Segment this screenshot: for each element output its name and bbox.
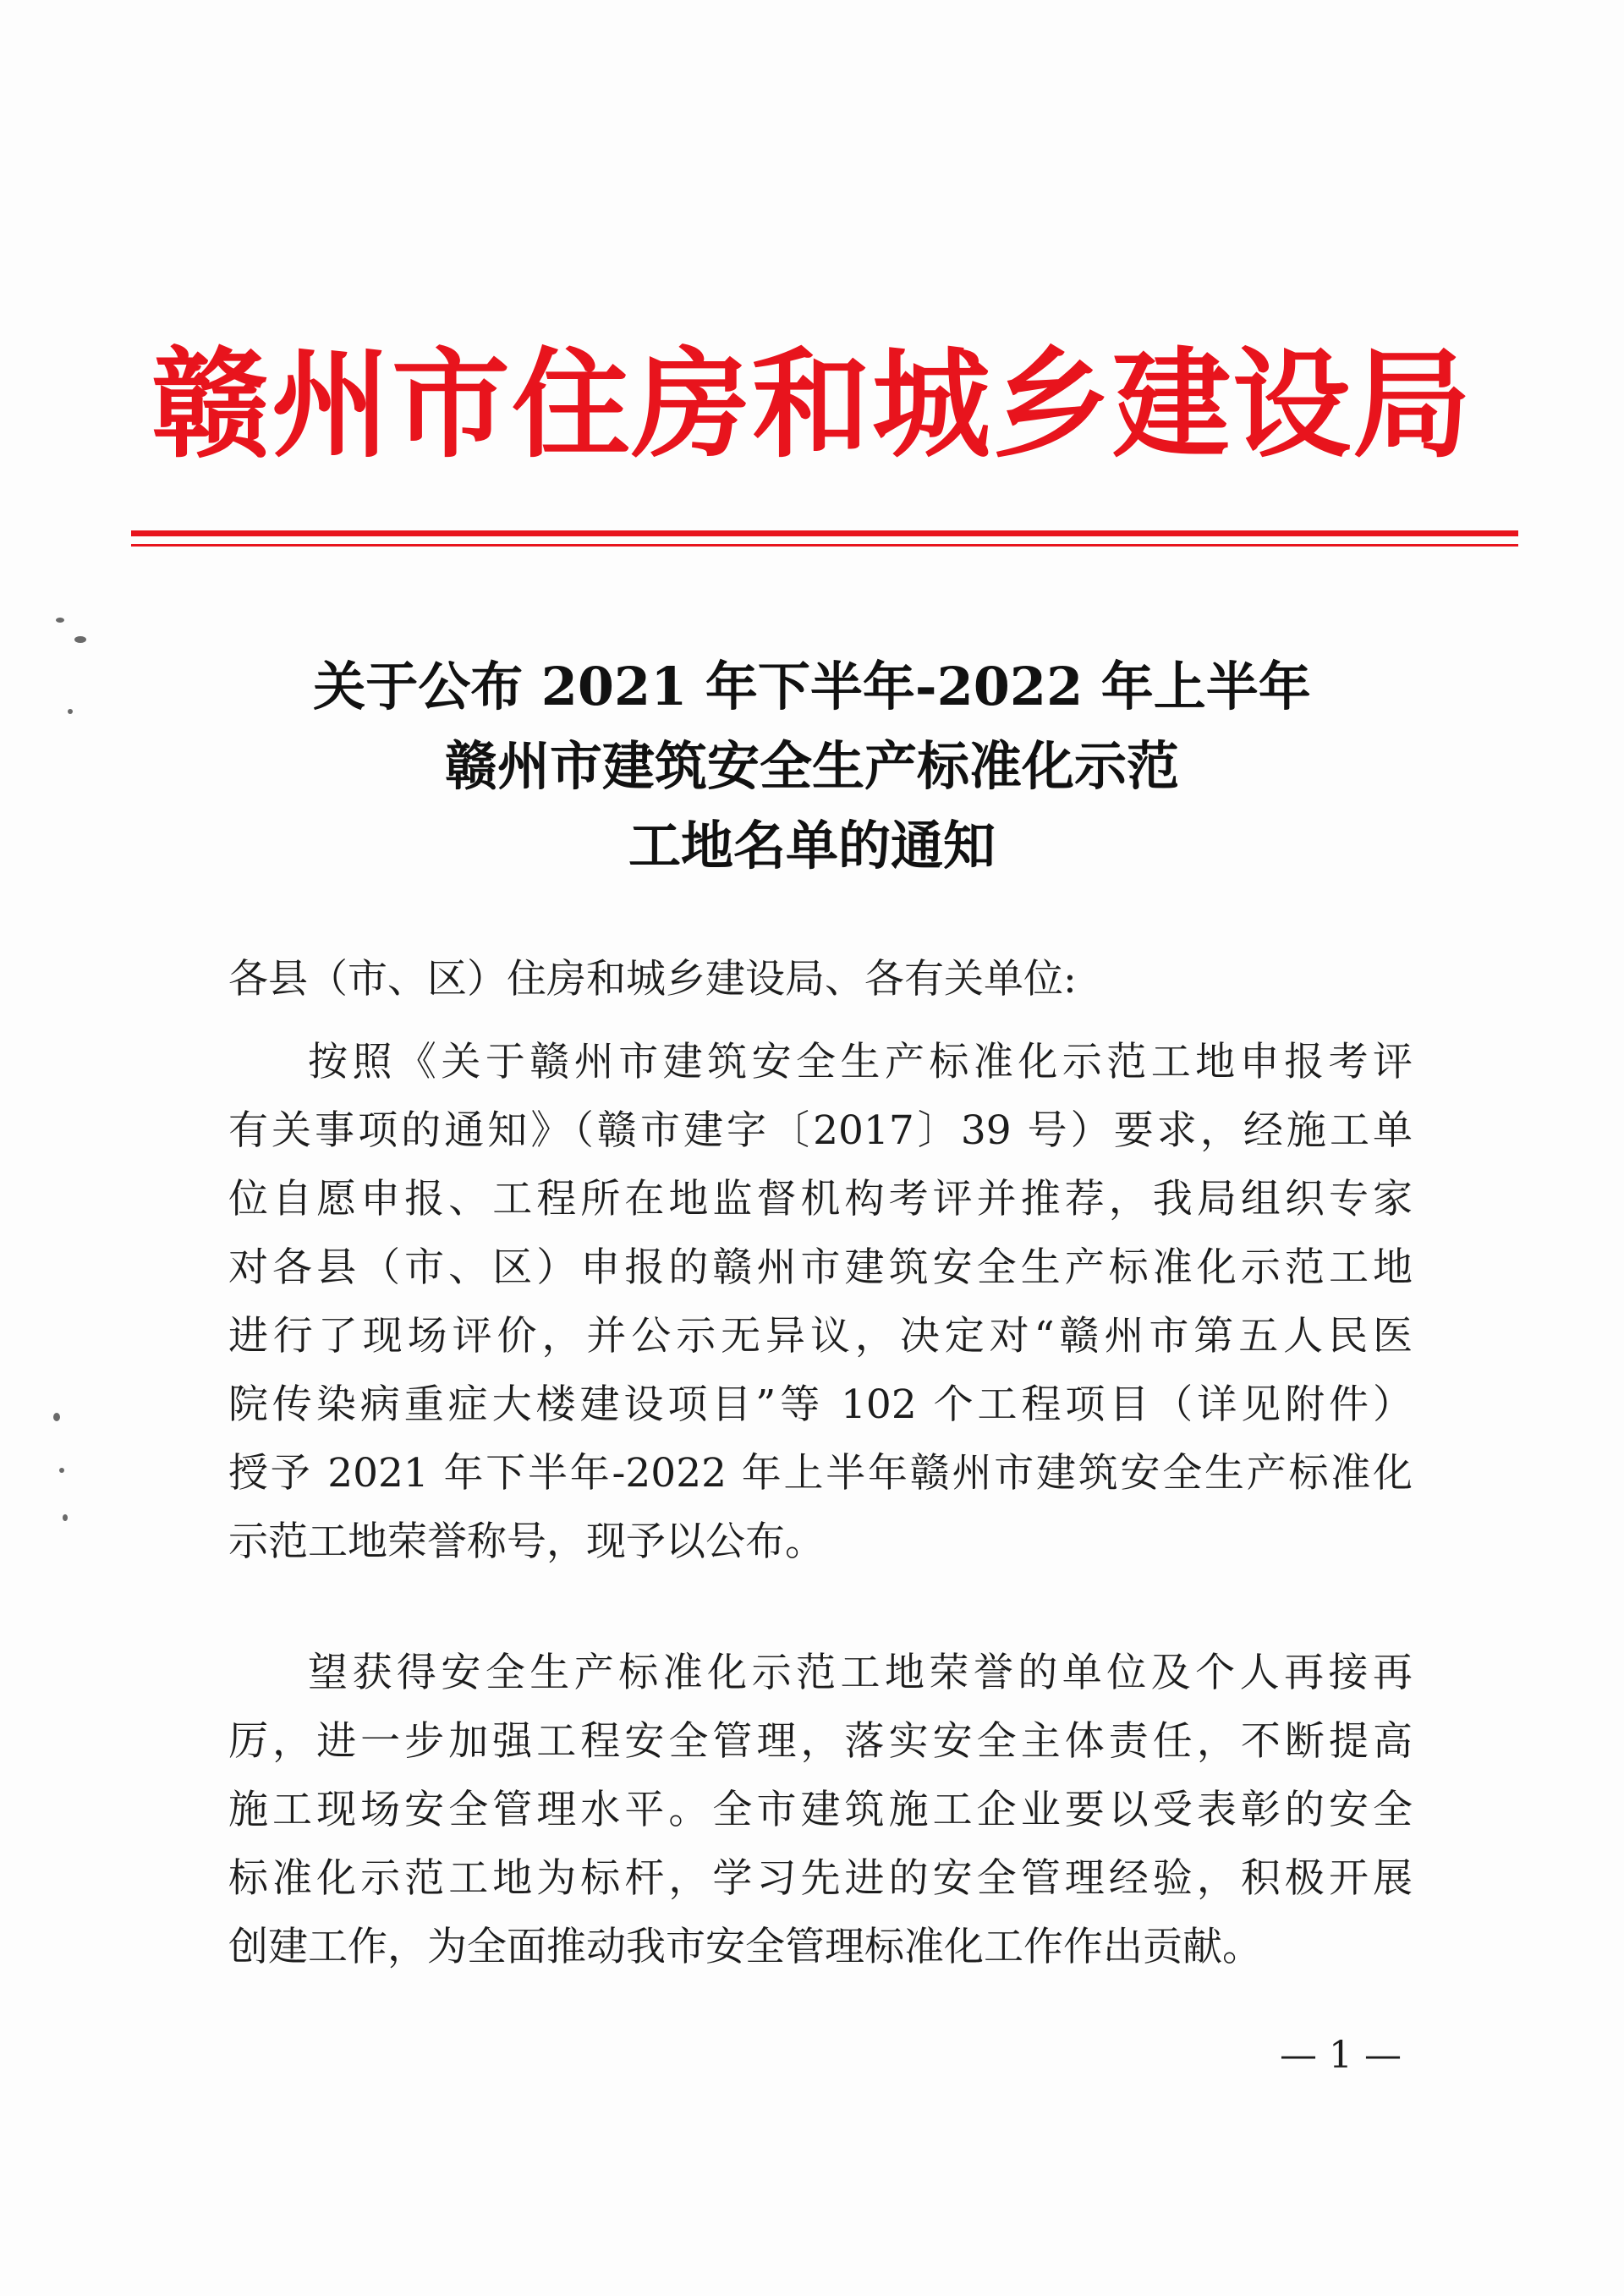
paragraph-2-line: 厉，进一步加强工程安全管理，落实安全主体责任，不断提高 <box>228 1718 1413 1765</box>
paragraph-1-line: 院传染病重症大楼建设项目”等 102 个工程项目（详见附件） <box>228 1381 1413 1428</box>
scan-speck <box>74 636 86 643</box>
paragraph-2-line: 创建工作，为全面推动我市安全管理标准化工作作出贡献。 <box>228 1924 1262 1970</box>
salutation: 各县（市、区）住房和城乡建设局、各有关单位: <box>228 956 1077 1002</box>
paragraph-1-line: 有关事项的通知》（赣市建字〔2017〕39 号）要求，经施工单 <box>228 1107 1413 1154</box>
scan-speck <box>68 709 73 714</box>
header-red-rule-thick <box>131 530 1518 536</box>
header-red-rule-thin <box>131 544 1518 547</box>
notice-title-line-2: 赣州市建筑安全生产标准化示范 <box>444 735 1179 797</box>
scan-speck <box>59 1468 64 1473</box>
notice-title-line-1: 关于公布 2021 年下半年-2022 年上半年 <box>313 656 1311 717</box>
notice-title-line-3: 工地名单的通知 <box>628 815 996 876</box>
scan-speck <box>53 1413 60 1421</box>
paragraph-1-line: 位自愿申报、工程所在地监督机构考评并推荐，我局组织专家 <box>228 1176 1413 1222</box>
notice-title <box>135 647 1489 886</box>
paragraph-2-line: 望获得安全生产标准化示范工地荣誉的单位及个人再接再 <box>308 1650 1413 1696</box>
agency-header: 赣州市住房和城乡建设局 <box>151 337 1473 475</box>
paragraph-1-line: 授予 2021 年下半年-2022 年上半年赣州市建筑安全生产标准化 <box>228 1450 1413 1497</box>
paragraph-1 <box>228 1028 1413 1576</box>
paragraph-1-line: 进行了现场评价，并公示无异议，决定对“赣州市第五人民医 <box>228 1313 1413 1359</box>
scan-speck <box>56 618 64 623</box>
paragraph-2-line: 标准化示范工地为标杆，学习先进的安全管理经验，积极开展 <box>228 1855 1413 1902</box>
paragraph-2-line: 施工现场安全管理水平。全市建筑施工企业要以受表彰的安全 <box>228 1787 1413 1833</box>
paragraph-1-line: 对各县（市、区）申报的赣州市建筑安全生产标准化示范工地 <box>228 1244 1413 1291</box>
paragraph-1-line: 按照《关于赣州市建筑安全生产标准化示范工地申报考评 <box>308 1039 1413 1085</box>
paragraph-2 <box>228 1639 1413 1981</box>
page-number: — 1 — <box>1280 2034 1402 2077</box>
paragraph-1-line: 示范工地荣誉称号，现予以公布。 <box>228 1519 825 1565</box>
scan-speck <box>63 1514 68 1521</box>
